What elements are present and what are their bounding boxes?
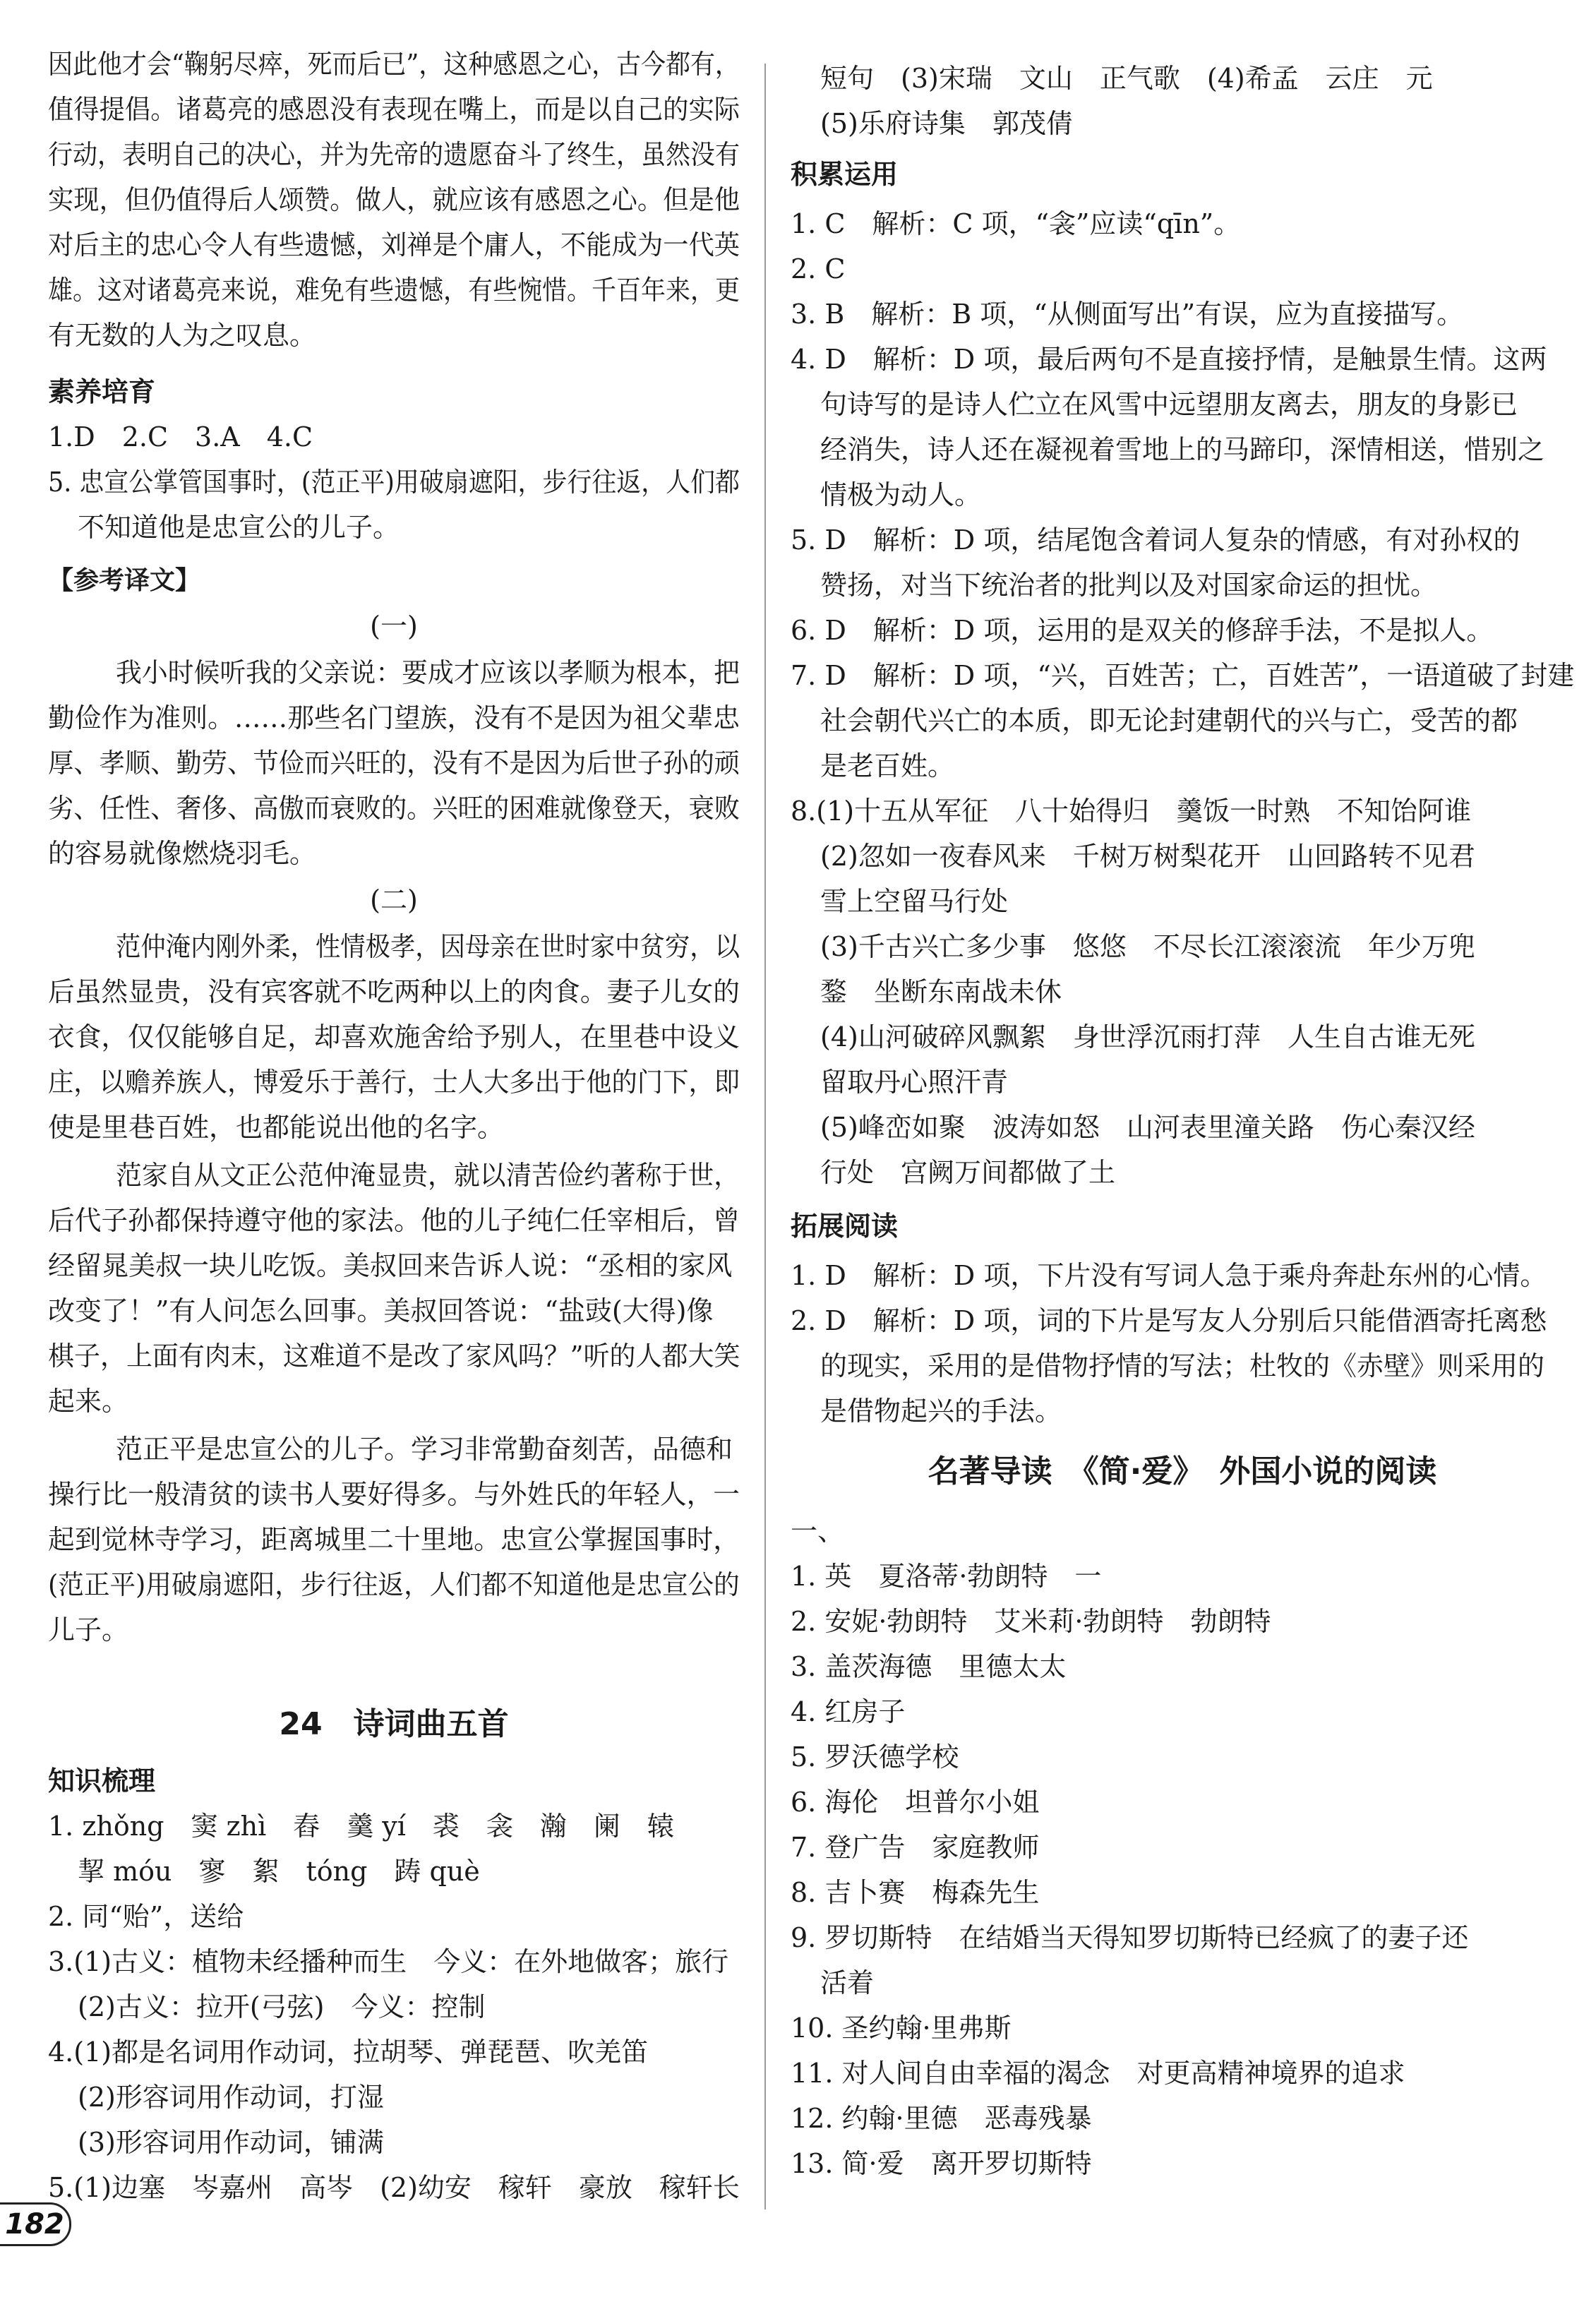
translation-line: 劣、任性、奢侈、高傲而衰败的。兴旺的困难就像登天，衰败 [48, 793, 740, 824]
translation-line: (范正平)用破扇遮阳，步行往返，人们都不知道他是忠宣公的 [48, 1569, 740, 1600]
translation-line: 棋子，上面有肉末，这难道不是改了家风吗？”听的人都大笑 [48, 1341, 740, 1372]
knowledge-line: 4.(1)都是名词用作动词，拉胡琴、弹琵琶、吹羌笛 [48, 2037, 649, 2068]
answer-line: 鍪 坐断东南战未休 [820, 976, 1062, 1007]
answer-line: 是老百姓。 [820, 750, 955, 781]
translation-line: 后代子孙都保持遵守他的家法。他的儿子纯仁任宰相后，曾 [48, 1205, 740, 1236]
list-item: 8. 吉卜赛 梅森先生 [791, 1877, 1040, 1908]
list-item: 12. 约翰·里德 恶毒残暴 [791, 2103, 1092, 2134]
translation-line: 范家自从文正公范仲淹显贵，就以清苦俭约著称于世， [116, 1160, 740, 1191]
answer-line: (4)山河破碎风飘絮 身世浮沉雨打萍 人生自古谁无死 [820, 1021, 1475, 1052]
translation-line: 我小时候听我的父亲说：要成才应该以孝顺为根本，把 [116, 657, 740, 688]
answer-line: 3. B 解析：B 项，“从侧面写出”有误，应为直接描写。 [791, 299, 1464, 330]
answer-line: 5. 忠宣公掌管国事时，(范正平)用破扇遮阳，步行往返，人们都 [48, 467, 740, 498]
text-line: 实现，但仍值得后人颂赞。做人，就应该有感恩之心。但是他 [48, 184, 740, 215]
translation-line: 改变了！”有人问怎么回事。美叔回答说：“盐豉(大得)像 [48, 1295, 714, 1326]
text-line: 有无数的人为之叹息。 [48, 320, 317, 351]
translation-line: 勤俭作为准则。……那些名门望族，没有不是因为祖父辈忠 [48, 702, 740, 733]
text-line: 雄。这对诸葛亮来说，难免有些遗憾，有些惋惜。千百年来，更 [48, 275, 740, 306]
part-label: (一) [370, 611, 418, 642]
knowledge-line: 1. zhǒng 窦 zhì 舂 羹 yí 裘 衾 瀚 阑 辕 [48, 1811, 674, 1842]
answer-line: 社会朝代兴亡的本质，即无论封建朝代的兴与亡，受苦的都 [820, 705, 1518, 736]
answer-line: 7. D 解析：D 项，“兴，百姓苦；亡，百姓苦”，一语道破了封建 [791, 660, 1575, 691]
translation-line: 庄，以赡养族人，博爱乐于善行，士人大多出于他的门下，即 [48, 1067, 740, 1098]
text-line: 因此他才会“鞠躬尽瘁，死而后已”，这种感恩之心，古今都有， [48, 49, 740, 80]
section-heading-zhishi: 知识梳理 [48, 1765, 156, 1797]
text-line: 行动，表明自己的决心，并为先帝的遗愿奋斗了终生，虽然没有 [48, 139, 740, 170]
answer-line: (5)乐府诗集 郭茂倩 [820, 108, 1073, 139]
list-item: 6. 海伦 坦普尔小姐 [791, 1787, 1040, 1818]
knowledge-line: (3)形容词用作动词，铺满 [78, 2127, 384, 2158]
answer-line: 8.(1)十五从军征 八十始得归 羹饭一时熟 不知饴阿谁 [791, 796, 1472, 827]
column-divider [764, 64, 766, 2209]
list-item: 7. 登广告 家庭教师 [791, 1832, 1040, 1863]
translation-line: 的容易就像燃烧羽毛。 [48, 838, 317, 869]
list-item: 1. 英 夏洛蒂·勃朗特 一 [791, 1561, 1102, 1592]
knowledge-line: 挈 móu 寥 絮 tóng 踌 què [78, 1856, 480, 1887]
translation-line: 经留晁美叔一块儿吃饭。美叔回来告诉人说：“丞相的家风 [48, 1250, 733, 1281]
translation-line: 起来。 [48, 1386, 129, 1417]
list-item: 5. 罗沃德学校 [791, 1741, 959, 1773]
translation-line: 范仲淹内刚外柔，性情极孝，因母亲在世时家中贫穷，以 [116, 931, 740, 962]
list-item: 2. 安妮·勃朗特 艾米莉·勃朗特 勃朗特 [791, 1606, 1271, 1637]
list-item: 13. 简·爱 离开罗切斯特 [791, 2148, 1092, 2179]
translation-line: 后虽然显贵，没有宾客就不吃两种以上的肉食。妻子儿女的 [48, 976, 740, 1007]
answer-line: 5. D 解析：D 项，结尾饱含着词人复杂的情感，有对孙权的 [791, 524, 1520, 556]
knowledge-line: (2)古义：拉开(弓弦) 今义：控制 [78, 1991, 486, 2022]
translation-heading: 【参考译文】 [48, 566, 201, 595]
section-number: 一、 [791, 1516, 845, 1547]
answer-line: 行处 宫阙万间都做了土 [820, 1157, 1116, 1188]
answer-line: (2)忽如一夜春风来 千树万树梨花开 山回路转不见君 [820, 841, 1475, 872]
section-heading-suyang: 素养培育 [48, 376, 156, 407]
answer-line: 句诗写的是诗人伫立在风雪中远望朋友离去，朋友的身影已 [820, 389, 1518, 420]
translation-line: 衣食，仅仅能够自足，却喜欢施舍给予别人，在里巷中设义 [48, 1021, 740, 1052]
text-line: 值得提倡。诸葛亮的感恩没有表现在嘴上，而是以自己的实际 [48, 94, 740, 125]
lesson-title: 24 诗词曲五首 [279, 1706, 509, 1742]
knowledge-line: 5.(1)边塞 岑嘉州 高岑 (2)幼安 稼轩 豪放 稼轩长 [48, 2172, 740, 2203]
page-number: 182 [0, 2202, 71, 2246]
answer-line: 2. C [791, 253, 846, 284]
answer-line: 雪上空留马行处 [820, 886, 1009, 917]
answer-line: 2. D 解析：D 项，词的下片是写友人分别后只能借酒寄托离愁 [791, 1305, 1547, 1336]
answer-line: 的现实，采用的是借物抒情的写法；杜牧的《赤壁》则采用的 [820, 1350, 1545, 1381]
knowledge-line: (2)形容词用作动词，打湿 [78, 2082, 384, 2113]
translation-line: 范正平是忠宣公的儿子。学习非常勤奋刻苦，品德和 [116, 1434, 733, 1465]
translation-line: 厚、孝顺、勤劳、节俭而兴旺的，没有不是因为后世子孙的顽 [48, 748, 740, 779]
translation-line: 使是里巷百姓，也都能说出他的名字。 [48, 1112, 505, 1143]
translation-line: 操行比一般清贫的读书人要好得多。与外姓氏的年轻人，一 [48, 1479, 740, 1510]
section-heading-jilei: 积累运用 [791, 159, 899, 190]
answer-line: (3)千古兴亡多少事 悠悠 不尽长江滚滚流 年少万兜 [820, 931, 1475, 962]
answer-line: 情极为动人。 [820, 479, 982, 510]
list-item: 10. 圣约翰·里弗斯 [791, 2013, 1012, 2044]
text-line: 对后主的忠心令人有些遗憾，刘禅是个庸人，不能成为一代英 [48, 229, 740, 260]
answer-line: 1. D 解析：D 项，下片没有写词人急于乘舟奔赴东州的心情。 [791, 1260, 1547, 1291]
knowledge-line: 2. 同“贻”，送给 [48, 1901, 244, 1932]
answer-line: 是借物起兴的手法。 [820, 1396, 1062, 1427]
answer-line: 短句 (3)宋瑞 文山 正气歌 (4)希孟 云庄 元 [820, 63, 1433, 94]
list-item: 3. 盖茨海德 里德太太 [791, 1651, 1067, 1682]
answer-line: 6. D 解析：D 项，运用的是双关的修辞手法，不是拟人。 [791, 615, 1494, 646]
answer-line: 经消失，诗人还在凝视着雪地上的马蹄印，深情相送，惜别之 [820, 434, 1545, 465]
list-item: 9. 罗切斯特 在结婚当天得知罗切斯特已经疯了的妻子还 [791, 1922, 1469, 1953]
answer-line: 1.D 2.C 3.A 4.C [48, 421, 313, 452]
answer-line: 留取丹心照汗青 [820, 1067, 1009, 1098]
list-item: 活着 [820, 1967, 875, 1998]
list-item: 11. 对人间自由幸福的渴念 对更高精神境界的追求 [791, 2058, 1405, 2089]
part-label: (二) [370, 884, 418, 916]
answer-line: (5)峰峦如聚 波涛如怒 山河表里潼关路 伤心秦汉经 [820, 1112, 1475, 1143]
answer-line: 不知道他是忠宣公的儿子。 [78, 512, 400, 543]
knowledge-line: 3.(1)古义：植物未经播种而生 今义：在外地做客；旅行 [48, 1946, 729, 1977]
section-heading-tuozhan: 拓展阅读 [791, 1211, 899, 1242]
answer-line: 1. C 解析：C 项，“衾”应读“qīn”。 [791, 208, 1241, 239]
mingzhu-title: 名著导读 《简·爱》 外国小说的阅读 [928, 1453, 1437, 1489]
list-item: 4. 红房子 [791, 1696, 906, 1727]
translation-line: 起到觉林寺学习，距离城里二十里地。忠宣公掌握国事时， [48, 1524, 740, 1555]
answer-line: 4. D 解析：D 项，最后两句不是直接抒情，是触景生情。这两 [791, 344, 1547, 375]
answer-line: 赞扬，对当下统治者的批判以及对国家命运的担忧。 [820, 570, 1438, 601]
translation-line: 儿子。 [48, 1614, 129, 1645]
